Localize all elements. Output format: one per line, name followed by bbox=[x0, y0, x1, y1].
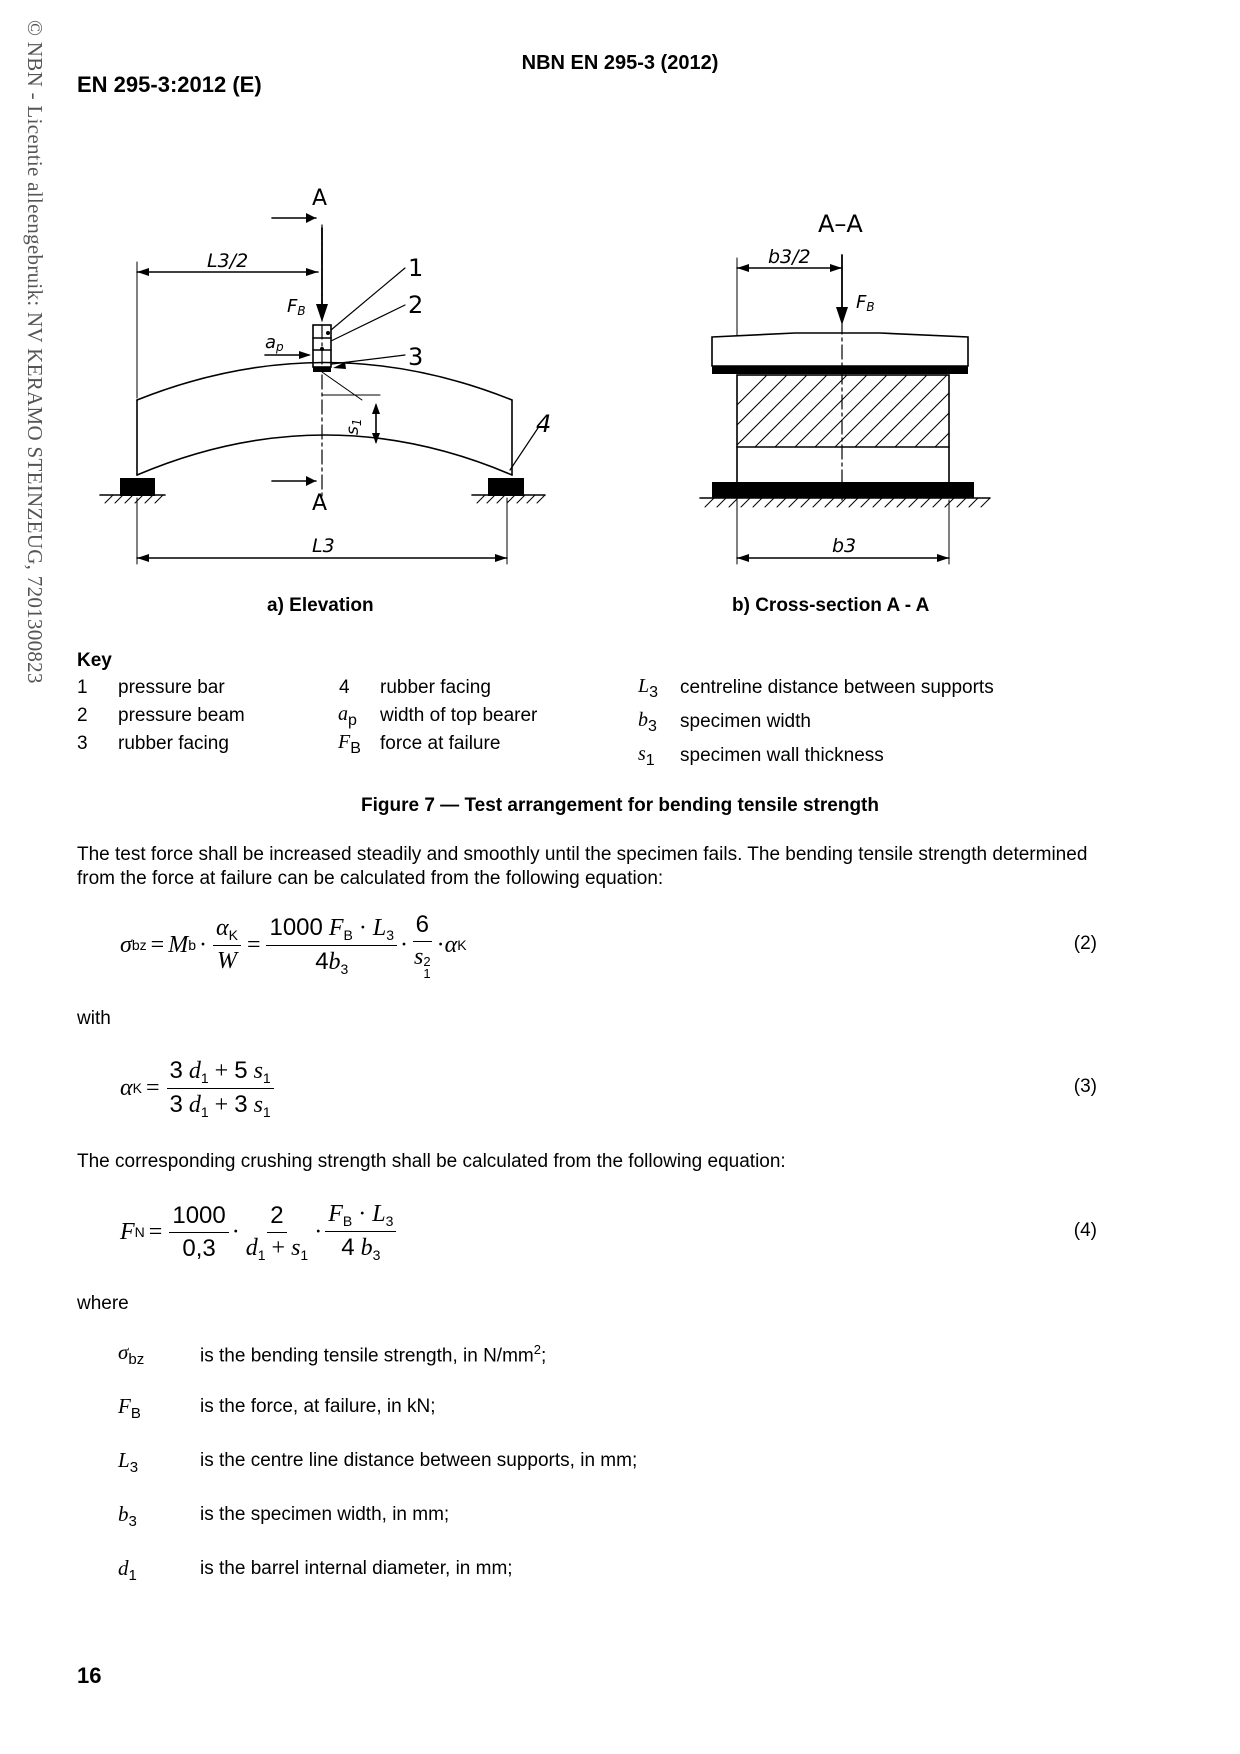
equation-3: α K = $\frac{3 d_1 + 5 s_1}{3 d_1 + 3 s_1}$ bbox=[120, 1058, 277, 1118]
key-item-label: rubber facing bbox=[380, 677, 491, 698]
key-symbol: $b_3$ bbox=[638, 709, 657, 735]
callout-3: 3 bbox=[408, 343, 424, 371]
key-symbol: $a_p$ bbox=[338, 703, 357, 729]
callout-1: 1 bbox=[408, 254, 424, 282]
caption-elevation: a) Elevation bbox=[267, 595, 374, 616]
key-item-label: pressure bar bbox=[118, 677, 225, 698]
equation-number: (2) bbox=[1073, 933, 1097, 954]
key-symbol-label: specimen wall thickness bbox=[680, 745, 884, 766]
key-item-label: pressure beam bbox=[118, 705, 245, 726]
key-item: 3 bbox=[77, 733, 88, 754]
key-symbol-label: centreline distance between supports bbox=[680, 677, 994, 698]
equation-number: (4) bbox=[1073, 1220, 1097, 1241]
elevation-labels bbox=[207, 186, 551, 557]
key-item: 4 bbox=[339, 677, 350, 698]
half-span-label: L3/2 bbox=[207, 250, 249, 272]
key-item: 2 bbox=[77, 705, 88, 726]
key-item: 1 bbox=[77, 677, 88, 698]
key-symbol: $F_B$ bbox=[338, 731, 361, 757]
span-label: L3 bbox=[312, 535, 335, 557]
definition-text: is the force, at failure, in kN; bbox=[200, 1396, 436, 1417]
definition-text: is the barrel internal diameter, in mm; bbox=[200, 1558, 513, 1579]
width-label: b3 bbox=[832, 535, 857, 557]
key-symbol-label: force at failure bbox=[380, 733, 501, 754]
definition-text: is the centre line distance between supports, in mm; bbox=[200, 1450, 638, 1471]
paragraph: with bbox=[77, 1008, 111, 1029]
cross-section-solid-parts bbox=[712, 264, 974, 562]
key-symbol-label: width of top bearer bbox=[380, 705, 538, 726]
page-number: 16 bbox=[77, 1663, 102, 1688]
document-id: EN 295-3:2012 (E) bbox=[77, 72, 262, 97]
elevation-drawing bbox=[90, 170, 570, 585]
bearer-label: ap bbox=[265, 332, 284, 354]
callout-2: 2 bbox=[408, 291, 424, 319]
cross-section-drawing bbox=[690, 200, 1000, 585]
section-force-label: FB bbox=[856, 292, 875, 314]
cross-section-geometry bbox=[700, 255, 990, 564]
key-symbol: $s_1$ bbox=[638, 743, 655, 769]
force-label: FB bbox=[287, 296, 306, 318]
half-width-label: b3/2 bbox=[768, 246, 811, 268]
callout-4: 4 bbox=[536, 410, 552, 438]
equation-2: σ bz = M b · $\frac{\alpha_K}{W}$ = $\frac{1000 F_B \cdot L_3}{4b_3}$ · 6 s 2 1 · α K bbox=[120, 910, 467, 981]
equation-4: F N = $\frac{1000}{0,3}$ · $\frac{2}{d_1 + s_1}$ · $\frac{F_B \cdot L_3}{4 b_3}$ bbox=[120, 1200, 399, 1264]
section-mark-top: A bbox=[312, 186, 328, 211]
license-watermark bbox=[0, 0, 60, 900]
paragraph: The corresponding crushing strength shall be calculated from the following equation: bbox=[77, 1151, 786, 1172]
watermark-text: © NBN - Licentie alleengebruik: NV KERAMO STEINZEUG, 7201300823 bbox=[23, 20, 47, 684]
thickness-label: s1 bbox=[343, 418, 364, 435]
section-mark-bottom: A bbox=[312, 491, 328, 516]
definition-symbol: $b_3$ bbox=[118, 1502, 137, 1530]
section-title: A–A bbox=[818, 210, 863, 238]
standard-header: NBN EN 295-3 (2012) bbox=[521, 52, 719, 74]
definition-text: is the bending tensile strength, in $N/mm^2$; bbox=[200, 1342, 547, 1367]
paragraph: The test force shall be increased steadily and smoothly until the specimen fails. The bending tensile strength determined from the force at failure can be calculated from the following equation: bbox=[77, 844, 1088, 889]
definition-text: is the specimen width, in mm; bbox=[200, 1504, 450, 1525]
definition-symbol: $d_1$ bbox=[118, 1556, 137, 1584]
paragraph: where bbox=[77, 1293, 129, 1314]
definition-symbol: $L_3$ bbox=[118, 1448, 139, 1476]
key-title: Key bbox=[77, 650, 112, 671]
figure-title: Figure 7 — Test arrangement for bending tensile strength bbox=[360, 795, 879, 816]
definition-symbol: $\sigma_{bz}$ bbox=[118, 1340, 145, 1368]
definition-symbol: $F_B$ bbox=[118, 1394, 141, 1422]
key-item-label: rubber facing bbox=[118, 733, 229, 754]
caption-cross-section: b) Cross-section A - A bbox=[732, 595, 930, 616]
key-symbol: $L_3$ bbox=[638, 675, 659, 701]
equation-number: (3) bbox=[1073, 1076, 1097, 1097]
key-symbol-label: specimen width bbox=[680, 711, 811, 732]
